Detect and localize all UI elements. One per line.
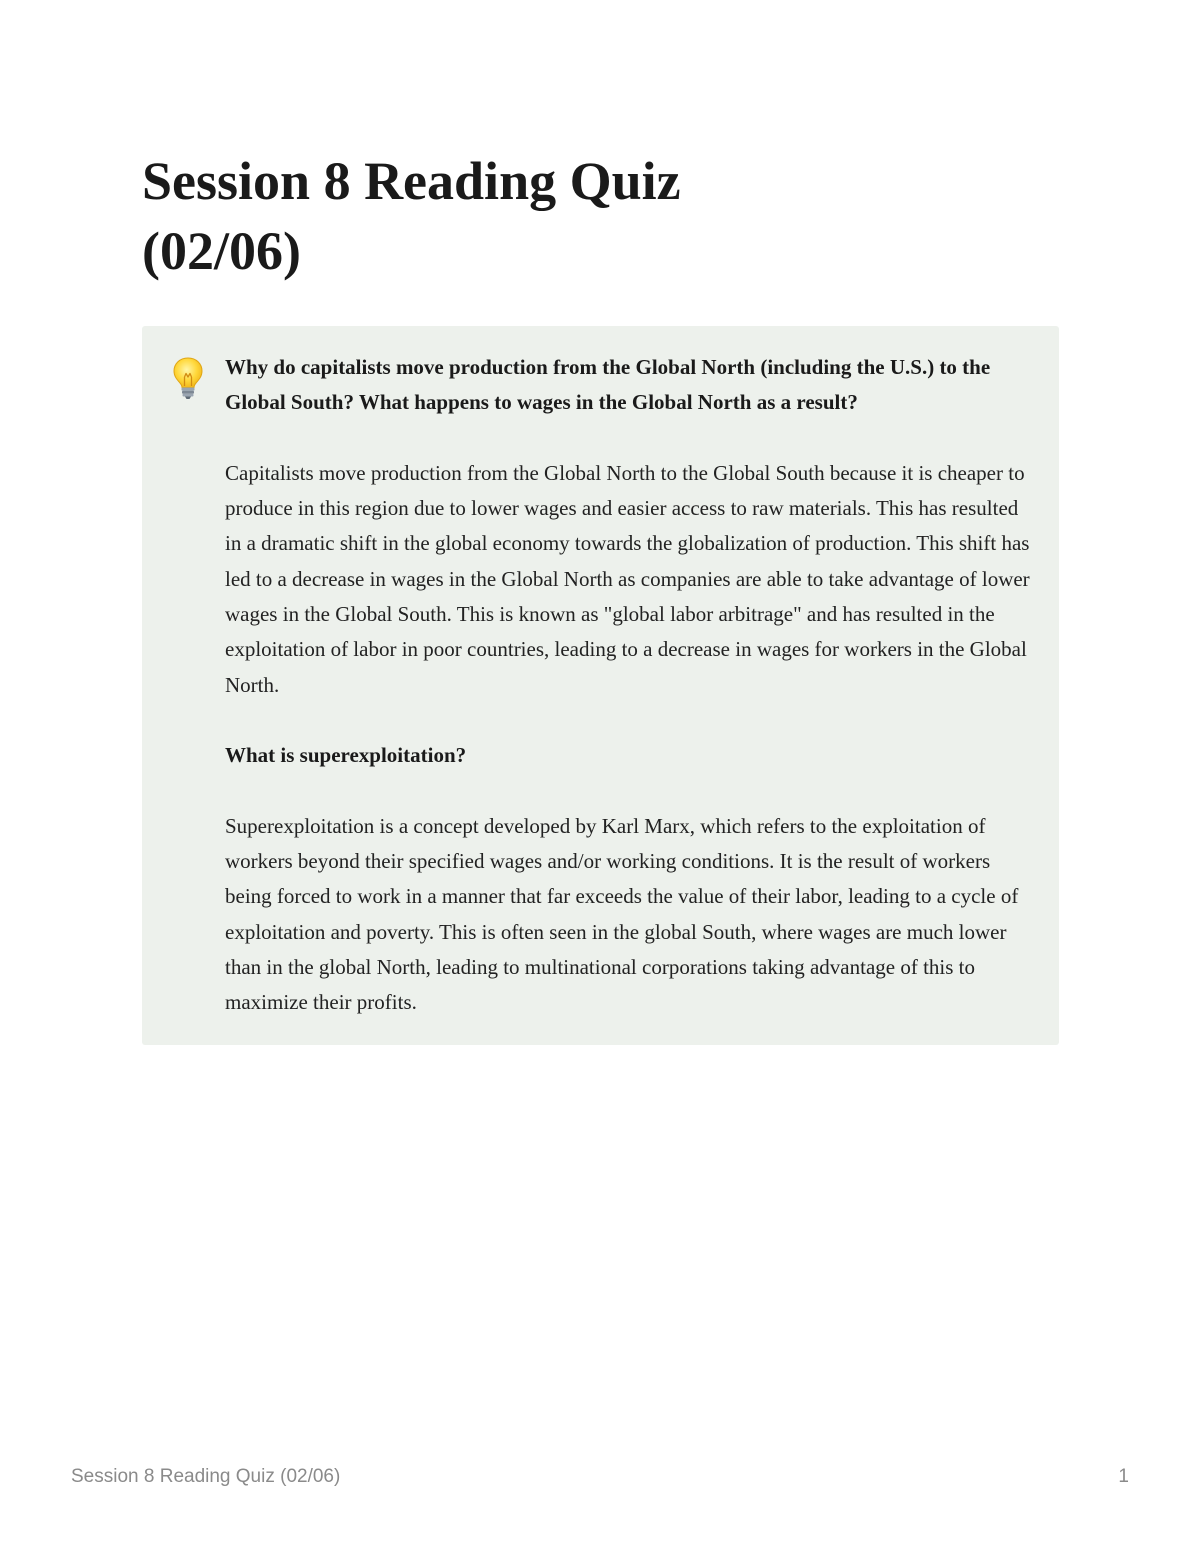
answer-1: Capitalists move production from the Global North to the Global South because it is cheaper to produce in this region due to lower wages and easier access to raw materials. This has resulted in a dramatic shift in the global economy towards the globalization of production. This shift has led to a decrease in wages in the Global North as companies are able to take advantage of lower wages in the Global South. This is known as "global labor arbitrage" and has resulted in the exploitation of labor in poor countries, leading to a decrease in wages for workers in the Global North. — [225, 460, 1030, 697]
page-title-line-1: Session 8 Reading Quiz — [142, 151, 681, 211]
page-title — [142, 146, 1042, 286]
page-title-line-2: (02/06) — [142, 221, 301, 281]
lightbulb-icon — [172, 356, 204, 400]
callout-content — [225, 350, 1035, 1021]
question-2: What is superexploitation? — [225, 743, 467, 768]
page-number: 1 — [1118, 1466, 1129, 1487]
question-1: Why do capitalists move production from the Global North (including the U.S.) to the Global South? What happens to wages in the Global North as a result? — [225, 355, 991, 415]
answer-2: Superexploitation is a concept developed by Karl Marx, which refers to the exploitation of workers beyond their specified wages and/or working conditions. It is the result of workers being forced to work in a manner that far exceeds the value of their labor, leading to a cycle of exploitation and poverty. This is often seen in the global South, where wages are much lower than in the global North, leading to multinational corporations taking advantage of this to maximize their profits. — [225, 813, 1019, 1015]
callout-block — [142, 326, 1059, 1045]
footer-title: Session 8 Reading Quiz (02/06) — [71, 1466, 341, 1487]
